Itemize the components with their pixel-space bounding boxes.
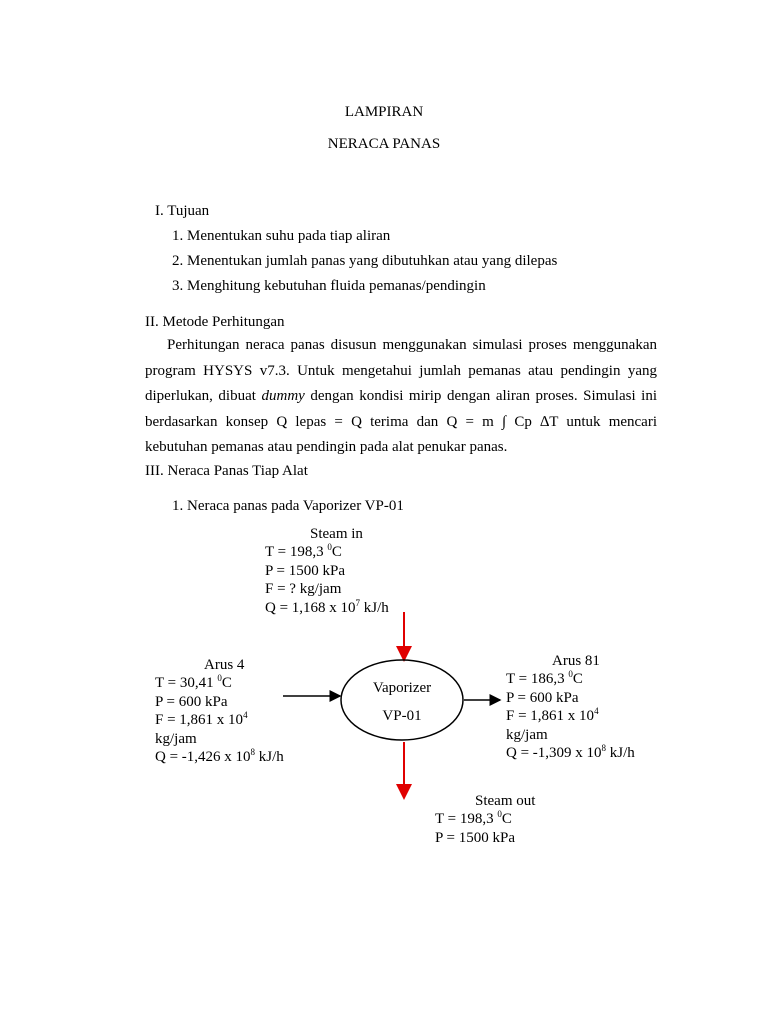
paragraph-line: kebutuhan pemanas atau pendingin pada alat penukar panas.: [145, 439, 508, 455]
steam-in-flow: F = ? kg/jam: [265, 581, 342, 597]
arus4-heat: Q = -1,426 x $10^8$ kJ/h: [155, 747, 284, 765]
page-subtitle: NERACA PANAS: [327, 136, 441, 152]
arus81-flow: F = 1,861 x $10^4$: [506, 706, 599, 724]
arus4-props: [155, 674, 284, 767]
arus4-flow-unit: kg/jam: [155, 730, 197, 747]
steam-out-props: [435, 810, 515, 847]
steam-in-temperature: T = 198,3 $^0$C: [265, 542, 342, 560]
subsection-heading: 1. Neraca panas pada Vaporizer VP-01: [172, 498, 404, 514]
arus81-title: Arus 81: [552, 653, 600, 669]
list-item: 3. Menghitung kebutuhan fluida pemanas/pendingin: [172, 278, 486, 294]
arus4-flow: F = 1,861 x $10^4$: [155, 710, 248, 728]
paragraph-line: diperlukan, dibuat dummy dengan kondisi mirip dengan aliran proses. Simulasi ini: [145, 388, 658, 404]
section-heading-neraca: III. Neraca Panas Tiap Alat: [145, 463, 308, 479]
steam-in-title: Steam in: [310, 526, 363, 542]
arus81-flow-unit: kg/jam: [506, 726, 548, 743]
steam-out-title: Steam out: [475, 793, 536, 809]
steam-in-heat: Q = 1,168 x $10^7$ kJ/h: [265, 597, 389, 616]
arus4-title: Arus 4: [204, 657, 245, 673]
list-item: 2. Menentukan jumlah panas yang dibutuhkan atau yang dilepas: [172, 253, 558, 269]
list-item: 1. Menentukan suhu pada tiap aliran: [172, 228, 391, 244]
arus81-pressure: P = 600 kPa: [506, 689, 579, 706]
paragraph-line: program HYSYS v7.3. Untuk mengetahui jumlah pemanas atau pendingin yang: [145, 362, 657, 379]
paragraph-line: berdasarkan konsep Q lepas = Q terima dan Q = m ∫ Cp ∆T untuk mencari: [145, 413, 657, 430]
paragraph-line: Perhitungan neraca panas disusun menggunakan simulasi proses menggunakan: [167, 337, 657, 353]
arus4-temperature: T = 30,41 $^0$C: [155, 673, 232, 691]
arus81-props: [506, 670, 635, 763]
section-heading-metode: II. Metode Perhitungan: [145, 314, 285, 330]
arus81-temperature: T = 186,3 $^0$C: [506, 669, 583, 687]
steam-out-temperature: T = 198,3 $^0$C: [435, 809, 512, 827]
arus4-pressure: P = 600 kPa: [155, 693, 228, 710]
unit-name: Vaporizer: [372, 680, 432, 696]
page-title: LAMPIRAN: [344, 104, 424, 120]
arus81-heat: Q = -1,309 x $10^8$ kJ/h: [506, 743, 635, 761]
emphasis-dummy: dummy: [261, 388, 305, 404]
unit-code: VP-01: [382, 708, 422, 724]
steam-out-pressure: P = 1500 kPa: [435, 829, 515, 846]
section-heading-tujuan: I. Tujuan: [155, 203, 210, 219]
steam-in-props: [265, 543, 389, 617]
vaporizer-vessel: [341, 660, 463, 740]
steam-in-pressure: P = 1500 kPa: [265, 562, 345, 579]
